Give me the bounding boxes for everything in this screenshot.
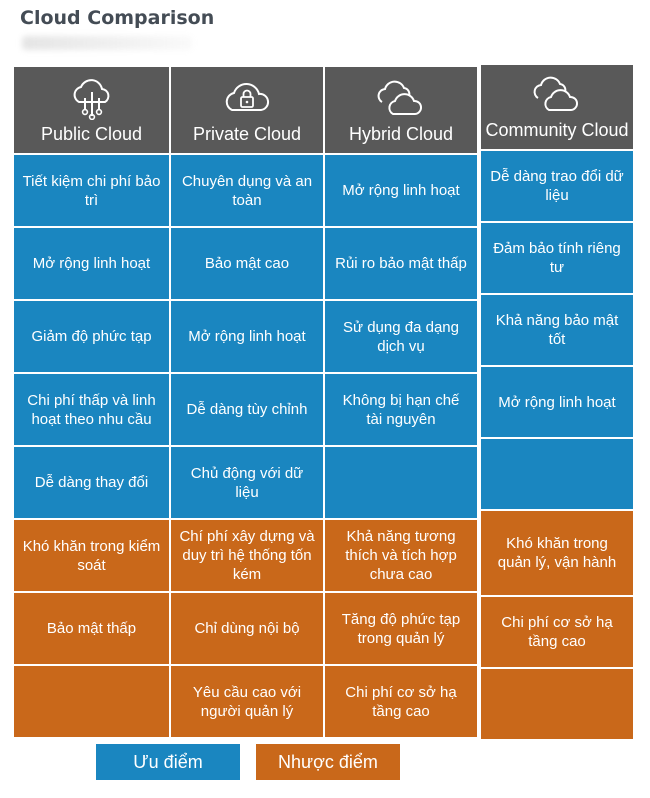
pro-cell: Mở rộng linh hoạt [325,155,477,226]
pro-cell: Mở rộng linh hoạt [14,228,169,299]
pro-cell: Bảo mật cao [171,228,323,299]
con-cell: Khả năng tương thích và tích hợp chưa cao [325,520,477,591]
con-cell [14,666,169,737]
pro-cell: Không bị hạn chế tài nguyên [325,374,477,445]
column-header [14,67,169,153]
pro-cell: Chi phí thấp và linh hoạt theo nhu cầu [14,374,169,445]
column-header-label: Hybrid Cloud [348,124,454,144]
pro-cell: Khả năng bảo mật tốt [481,295,633,365]
pro-cell: Sử dụng đa dạng dịch vụ [325,301,477,372]
pro-cell: Dễ dàng thay đổi [14,447,169,518]
pro-cell: Đảm bảo tính riêng tư [481,223,633,293]
double-cloud-icon [376,76,426,120]
con-cell [481,669,633,739]
pro-cell: Rủi ro bảo mật thấp [325,228,477,299]
column-header-label: Private Cloud [192,124,302,144]
column-community-cloud [481,65,633,739]
con-cell: Chỉ dùng nội bộ [171,593,323,664]
blurred-subtitle [22,36,192,50]
pro-cell: Mở rộng linh hoạt [481,367,633,437]
con-cell: Chi phí cơ sở hạ tầng cao [481,597,633,667]
column-public-cloud [14,67,169,737]
pro-cell: Chuyên dụng và an toàn [171,155,323,226]
legend-pros: Ưu điểm [96,744,240,780]
con-cell: Bảo mật thấp [14,593,169,664]
legend-cons: Nhược điểm [256,744,400,780]
column-header-label: Community Cloud [485,120,629,140]
pro-cell: Dễ dàng trao đổi dữ liệu [481,151,633,221]
con-cell: Khó khăn trong quản lý, vận hành [481,511,633,595]
con-cell: Yêu cầu cao với người quản lý [171,666,323,737]
con-cell: Chí phí xây dựng và duy trì hệ thống tốn kém [171,520,323,591]
pro-cell: Giảm độ phức tạp [14,301,169,372]
double-cloud-icon [532,72,582,116]
pro-cell: Chủ động với dữ liệu [171,447,323,518]
column-hybrid-cloud [325,67,477,737]
column-header [325,67,477,153]
con-cell: Khó khăn trong kiểm soát [14,520,169,591]
pro-cell: Mở rộng linh hoạt [171,301,323,372]
pro-cell [481,439,633,509]
con-cell: Tăng độ phức tạp trong quản lý [325,593,477,664]
pro-cell: Tiết kiệm chi phí bảo trì [14,155,169,226]
con-cell: Chi phí cơ sở hạ tầng cao [325,666,477,737]
column-header [481,65,633,149]
cloud-network-icon [67,76,117,120]
pro-cell [325,447,477,518]
page-title: Cloud Comparison [20,7,215,29]
column-header-label: Public Cloud [40,124,143,144]
column-header [171,67,323,153]
column-private-cloud [171,67,323,737]
cloud-lock-icon [222,76,272,120]
pro-cell: Dễ dàng tùy chỉnh [171,374,323,445]
